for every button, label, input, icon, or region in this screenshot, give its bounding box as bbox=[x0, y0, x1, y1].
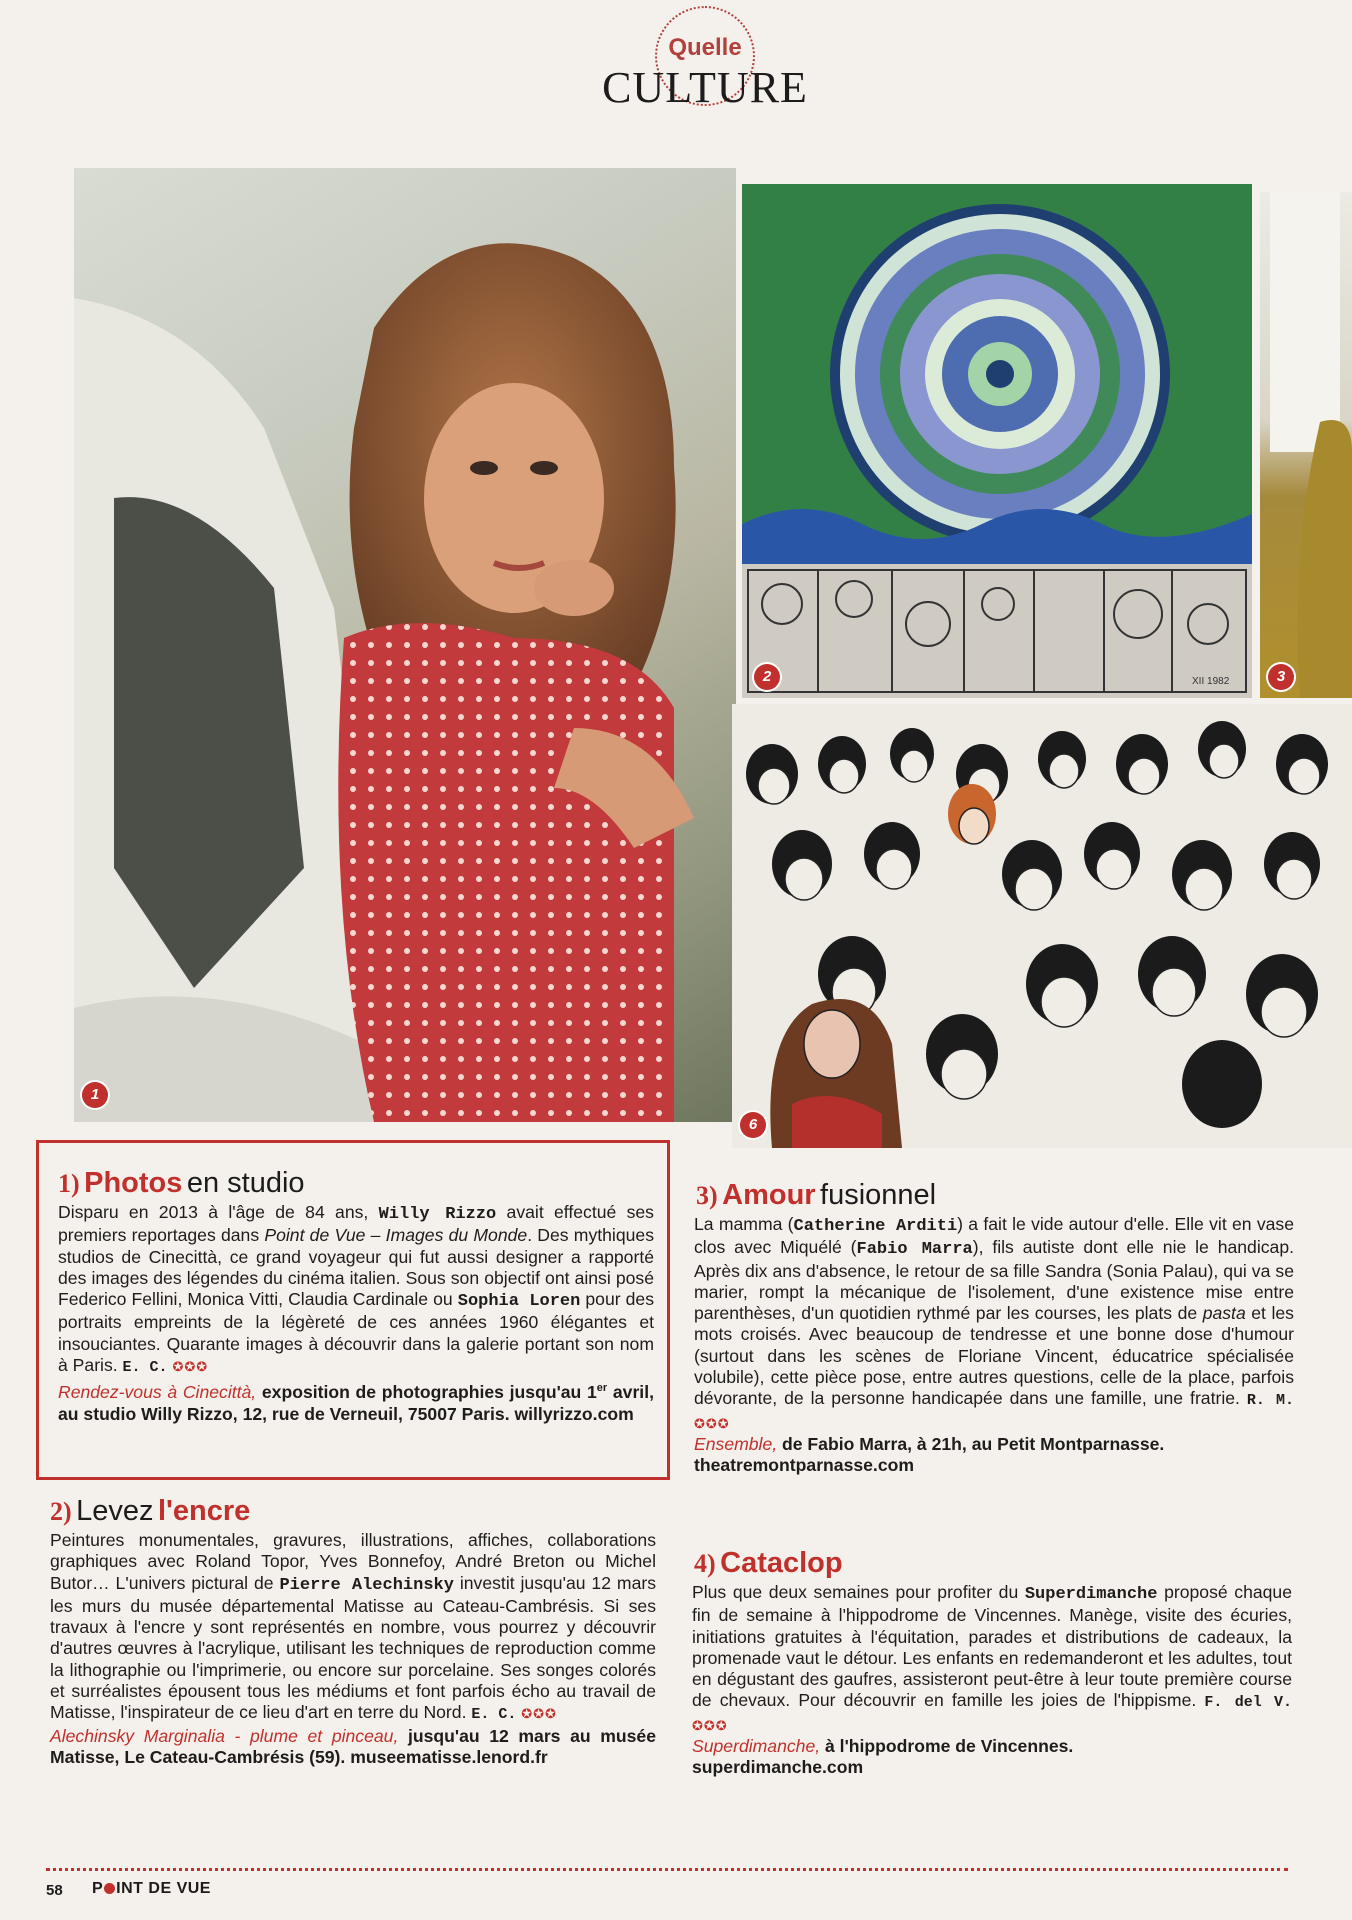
section-kicker: Quelle bbox=[668, 34, 742, 61]
photo-badge-1: 1 bbox=[82, 1082, 108, 1108]
article-1-link[interactable]: willyrizzo.com bbox=[514, 1403, 634, 1424]
section-title: CULTURE bbox=[602, 63, 808, 112]
article-4-heading: 4) Cataclop bbox=[694, 1547, 843, 1579]
painting-signature: XII 1982 bbox=[1192, 676, 1230, 687]
photo-badge-6: 6 bbox=[740, 1112, 766, 1138]
magazine-name: P INT DE VUE bbox=[92, 1880, 211, 1897]
illustration-crowd bbox=[732, 704, 1352, 1148]
article-2-heading: 2) Levez l'encre bbox=[50, 1495, 251, 1527]
article-1-body: Disparu en 2013 à l'âge de 84 ans, Willy Rizzo avait effectué ses premiers reportages dans Point de Vue – Images du Monde. Des mythiques studios de Cinecittà, ce grand voyageur qui fut aussi designer a rapporté des images des légendes du cinéma italien. Sous son objectif ont ainsi posé Federico Fellini, Monica Vitti, Claudia Cardinale ou Sophia Loren pour des portraits empreints de la légèreté de ces années 1960 élégantes et insouciantes. Quarante images à découvrir dans la galerie portant son nom à Paris. E. C. ✪✪✪ Rendez-vous à Cinecittà, exposition de photographies jusqu'au 1er avril, au studio Willy Rizzo, 12, rue de Verneuil, 75007 Paris. willyrizzo.com bbox=[58, 1202, 654, 1424]
article-4-body: Plus que deux semaines pour profiter du Superdimanche proposé chaque fin de semaine à l'hippodrome de Vincennes. Manège, visite des écuries, initiations gratuites à l'équitation, parades et distributions de cadeaux, la promenade vaut le détour. Les enfants en redemanderont et les adultes, tout en dégustant des gaufres, assisteront peut-être à leur toute première course de chevaux. Pour découvrir en famille les joies de l'hippisme. F. del V. ✪✪✪ Superdimanche, à l'hippodrome de Vincennes. superdimanche.com bbox=[692, 1582, 1292, 1778]
photo-portrait bbox=[74, 168, 736, 1122]
painting-alechinsky bbox=[742, 184, 1252, 698]
photo-badge-3: 3 bbox=[1268, 664, 1294, 690]
article-3-heading: 3) Amour fusionnel bbox=[696, 1179, 937, 1211]
photo-show-partial bbox=[1260, 192, 1352, 698]
footer-divider bbox=[46, 1868, 1288, 1871]
article-1-heading: 1) Photos en studio bbox=[58, 1167, 305, 1199]
photo-badge-2: 2 bbox=[754, 664, 780, 690]
page-number: 58 bbox=[46, 1882, 63, 1899]
article-2-link[interactable]: museematisse.lenord.fr bbox=[350, 1746, 548, 1767]
article-2-body: Peintures monumentales, gravures, illustrations, affiches, collaborations graphiques avec Roland Topor, Yves Bonnefoy, André Breton ou Michel Butor… L'univers pictural de Pierre Alechinsky investit jusqu'au 12 mars les murs du musée départemental Matisse au Cateau-Cambrésis. Si ses travaux à l'encre y sont représentés en nombre, vous pourrez y découvrir d'autres œuvres à l'acrylique, utilisant les techniques de reproduction comme la lithographie ou l'imprimerie, ou encore sur porcelaine. Ses songes colorés et surréalistes épousent tous les médiums et font parfois écho au travail de Matisse, l'inspirateur de ce lieu d'art en terre du Nord. E. C. ✪✪✪ Alechinsky Marginalia - plume et pinceau, jusqu'au 12 mars au musée Matisse, Le Cateau-Cambrésis (59). museematisse.lenord.fr bbox=[50, 1530, 657, 1767]
article-4-link[interactable]: superdimanche.com bbox=[692, 1757, 864, 1778]
article-3-link[interactable]: theatremontparnasse.com bbox=[694, 1455, 914, 1476]
article-3-body: La mamma (Catherine Arditi) a fait le vide autour d'elle. Elle vit en vase clos avec Miquélé (Fabio Marra), fils autiste dont elle nie le handicap. Après dix ans d'absence, le retour de sa fille Sandra (Sonia Palau), qui va se marier, rompt la mécanique de l'isolement, d'une existence mise entre parenthèses, d'un quotidien rythmé par les courses, les plats de pasta et les mots croisés. Avec beaucoup de tendresse et une bonne dose d'humour (surtout dans les scènes de Floriane Vincent, éducatrice spécialisée volubile), cette pièce pose, entre autres questions, celle de la place, parfois dévorante, de la personne handicapée dans une famille, une fratrie. R. M. ✪✪✪ Ensemble, de Fabio Marra, à 21h, au Petit Montparnasse. theatremontparnasse.com bbox=[694, 1214, 1294, 1476]
